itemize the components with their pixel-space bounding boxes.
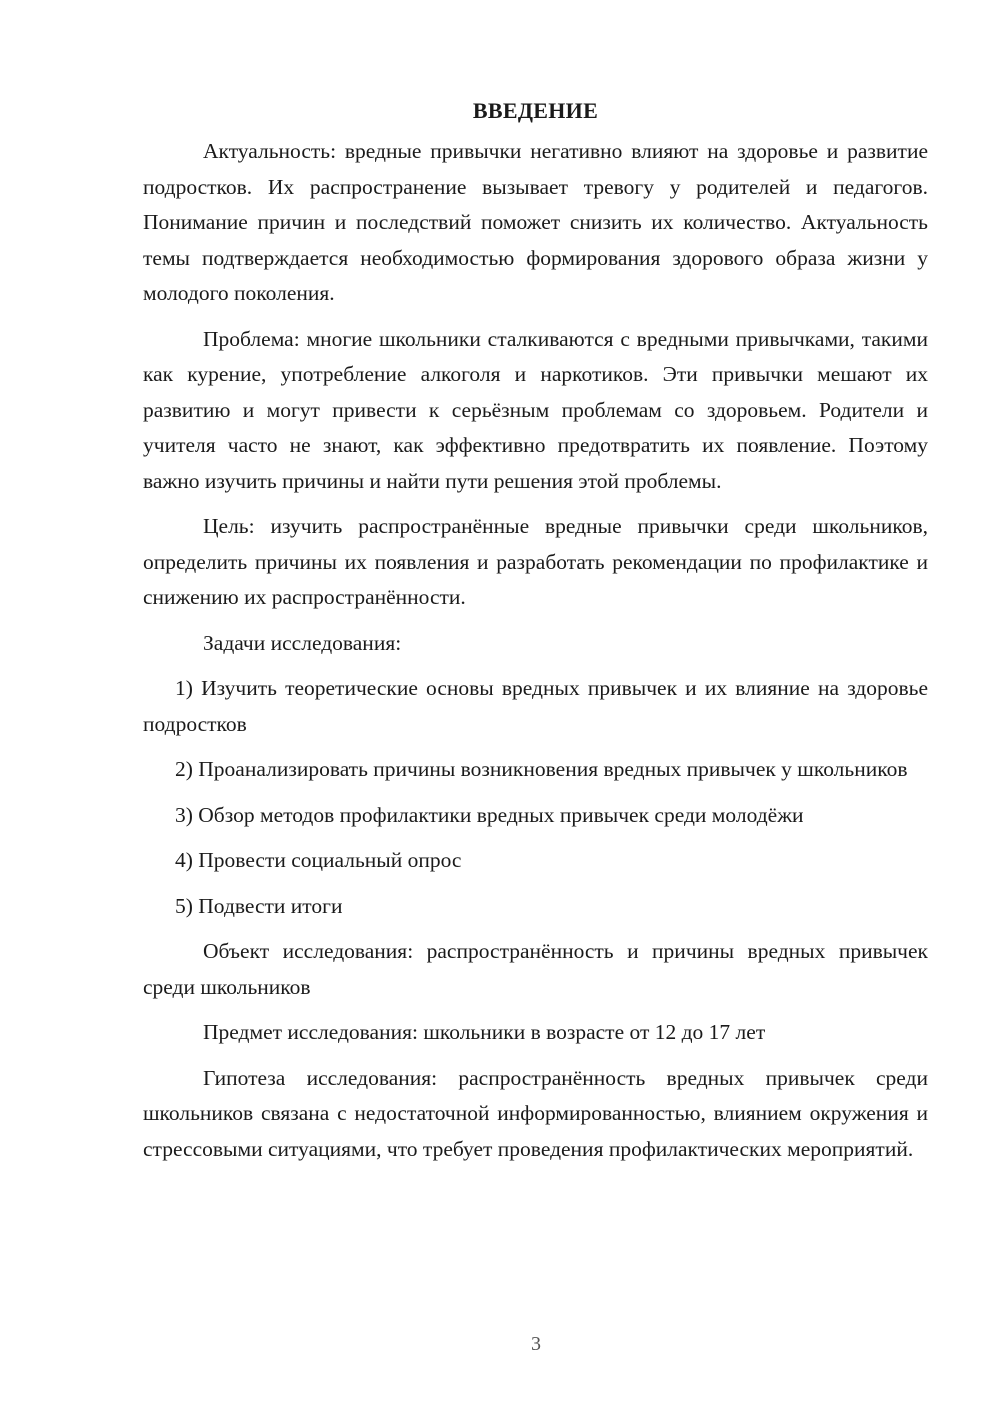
task-item: 1) Изучить теоретические основы вредных привычек и их влияние на здоровье подростков (143, 676, 928, 736)
task-item: 5) Подвести итоги (175, 893, 343, 918)
section-title: ВВЕДЕНИЕ (472, 98, 599, 123)
problem-paragraph: Проблема: многие школьники сталкиваются с вредными привычками, такими как курение, употребление алкоголя и наркотиков. Эти привычки мешают их развитию и могут привести к серьёзным проблемам со здоровьем. Родители и учителя часто не знают, как эффективно предотвратить их появление. Поэтому важно изучить причины и найти пути решения этой проблемы. (143, 326, 928, 493)
subject-paragraph: Предмет исследования: школьники в возрасте от 12 до 17 лет (203, 1020, 766, 1044)
task-item: 3) Обзор методов профилактики вредных привычек среди молодёжи (175, 802, 804, 827)
hypothesis-paragraph: Гипотеза исследования: распространённость вредных привычек среди школьников связана с недостаточной информированностью, влиянием окружения и стрессовыми ситуациями, что требует проведения профилактических мероприятий. (143, 1065, 928, 1161)
relevance-paragraph: Актуальность: вредные привычки негативно влияют на здоровье и развитие подростков. Их распространение вызывает тревогу у родителей и педагогов. Понимание причин и последствий поможет снизить их количество. Актуальность темы подтверждается необходимостью формирования здорового образа жизни у молодого поколения. (143, 139, 928, 305)
page-number: 3 (531, 1333, 541, 1355)
object-paragraph: Объект исследования: распространённость и причины вредных привычек среди школьников (143, 939, 928, 999)
task-item: 4) Провести социальный опрос (175, 848, 462, 872)
task-item: 2) Проанализировать причины возникновения вредных привычек у школьников (175, 757, 908, 781)
document-page (143, 94, 928, 1177)
tasks-heading: Задачи исследования: (203, 630, 402, 655)
goal-paragraph: Цель: изучить распространённые вредные привычки среди школьников, определить причины их появления и разработать рекомендации по профилактике и снижению их распространённости. (143, 514, 928, 609)
